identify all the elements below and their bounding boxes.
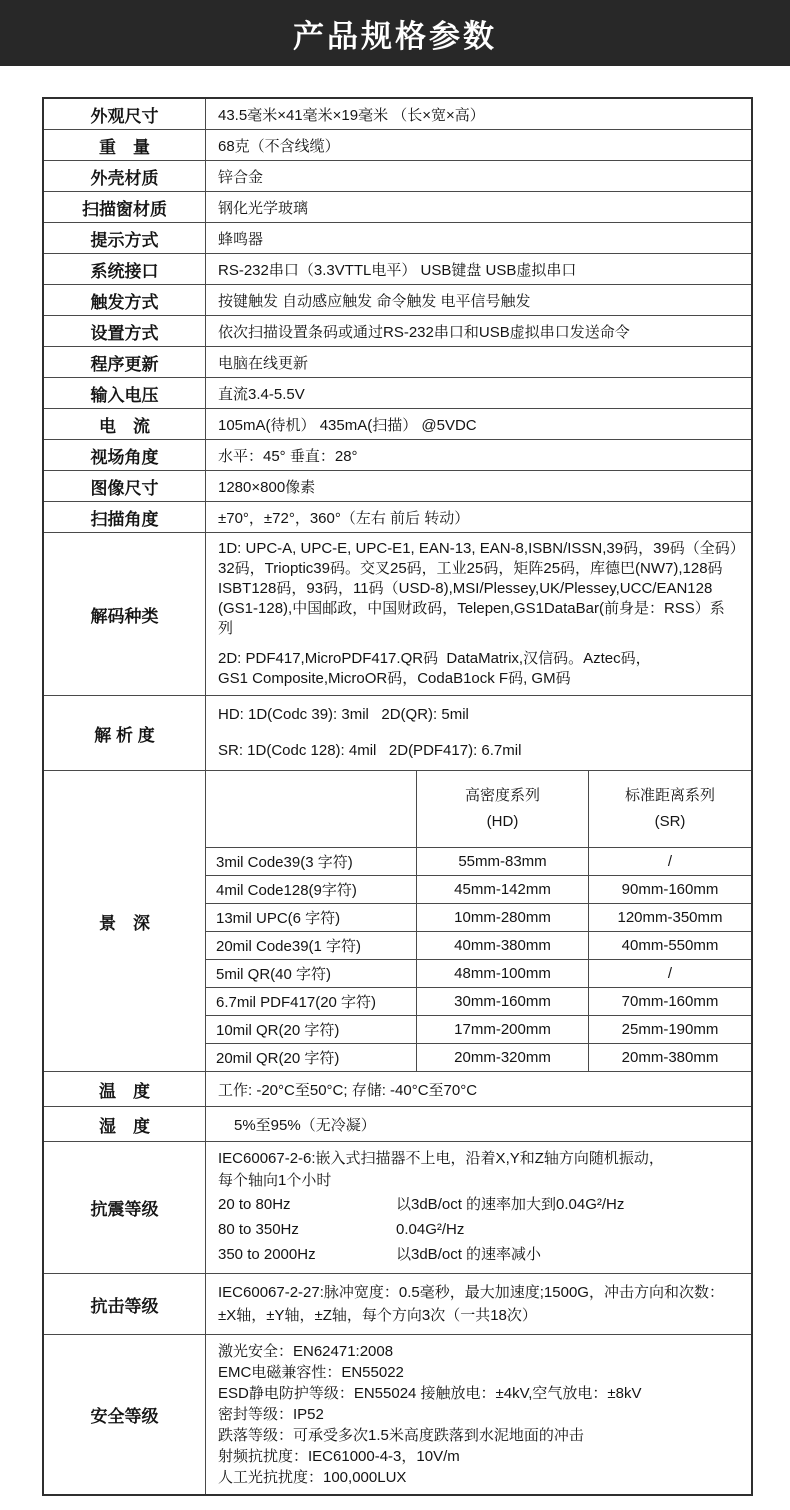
dof-row: 13mil UPC(6 字符) 10mm-280mm 120mm-350mm [206,903,751,931]
spec-label: 扫描角度 [44,502,206,532]
decode-types-content [206,533,751,695]
spec-label: 解码种类 [44,533,206,695]
spec-label: 安全等级 [44,1335,206,1494]
table-row-current [44,408,751,439]
spec-label: 湿 度 [44,1107,206,1141]
spec-label: 提示方式 [44,223,206,253]
decode-1d-paragraph: 1D: UPC-A, UPC-E, UPC-E1, EAN-13, EAN-8,ISBN/ISSN,39码，39码（全码） 32码，Trioptic39码。交叉25码，工业25码，矩阵25码，库德巴(NW7),128码 ISBT128码，93码，11码（USD-8),MSI/Plessey,UK/Plessey,UCC/EAN128 (GS1-128),中国邮政，中国财政码，Telepen,GS1DataBar(前身是：RSS）系列 [218,540,745,637]
spec-label: 系统接口 [44,254,206,284]
dof-row: 20mil Code39(1 字符) 40mm-380mm 40mm-550mm [206,931,751,959]
shock-content: IEC60067-2-27:脉冲宽度：0.5毫秒，最大加速度;1500G，冲击方向和次数： ±X轴，±Y轴，±Z轴，每个方向3次（一共18次） [218,1284,724,1324]
dof-row: 3mil Code39(3 字符) 55mm-83mm / [206,847,751,875]
table-row-vibration [44,1141,751,1273]
page-title: 产品规格参数 [293,18,497,54]
spec-value: 直流3.4-5.5V [218,385,305,403]
dof-header-hd: 高密度系列 (HD) [417,771,589,847]
vibration-content: IEC60067-2-6:嵌入式扫描器不上电，沿着X,Y和Z轴方向随机振动， 每个轴向1个小时 20 to 80Hz 以3dB/oct 的速率加大到0.04G²/Hz 80 to 350Hz 0.04G²/Hz 350 to 2000Hz 以3dB/oct 的速率减小 [206,1142,751,1273]
table-row-config-mode [44,315,751,346]
spec-label: 视场角度 [44,440,206,470]
spec-value: 锌合金 [218,168,264,186]
spec-label: 抗击等级 [44,1274,206,1334]
spec-value: 钢化光学玻璃 [218,199,309,217]
dof-header-row [206,771,751,847]
table-row-input-voltage [44,377,751,408]
table-row-resolution [44,695,751,770]
table-row-indicator [44,222,751,253]
table-row-weight [44,129,751,160]
spec-value: 43.5毫米×41毫米×19毫米 （长×宽×高） [218,106,485,124]
dof-row: 6.7mil PDF417(20 字符) 30mm-160mm 70mm-160mm [206,987,751,1015]
spec-label: 触发方式 [44,285,206,315]
dof-row: 4mil Code128(9字符) 45mm-142mm 90mm-160mm [206,875,751,903]
spec-table [42,97,753,1496]
spec-value: RS-232串口（3.3VTTL电平） USB键盘 USB虚拟串口 [218,261,577,279]
dof-row: 20mil QR(20 字符) 20mm-320mm 20mm-380mm [206,1043,751,1071]
spec-value: 蜂鸣器 [218,230,264,248]
vibration-freq-row: 80 to 350Hz 0.04G²/Hz [218,1221,465,1238]
table-row-decode-types [44,532,751,695]
table-row-temperature [44,1071,751,1106]
dof-subtable [206,771,751,1071]
spec-label: 图像尺寸 [44,471,206,501]
table-row-image-size [44,470,751,501]
spec-label: 外观尺寸 [44,99,206,129]
table-row-interface [44,253,751,284]
spec-label: 扫描窗材质 [44,192,206,222]
spec-value: 工作: -20°C至50°C; 存储: -40°C至70°C [218,1081,478,1099]
table-row-housing-material [44,160,751,191]
table-row-safety [44,1334,751,1494]
dof-header-sr: 标准距离系列 (SR) [624,787,715,830]
spec-value: 5%至95%（无冷凝） [234,1116,376,1134]
dof-row: 5mil QR(40 字符) 48mm-100mm / [206,959,751,987]
spec-value: 水平：45° 垂直：28° [218,447,358,465]
table-row-dimensions [44,99,751,129]
spec-value: 105mA(待机） 435mA(扫描） @5VDC [218,416,477,434]
table-row-window-material [44,191,751,222]
spec-label: 程序更新 [44,347,206,377]
spec-value: ±70°，±72°，360°（左右 前后 转动） [218,509,470,527]
spec-label: 解 析 度 [44,696,206,770]
resolution-content: HD: 1D(Codc 39): 3mil 2D(QR): 5mil SR: 1D(Codc 128): 4mil 2D(PDF417): 6.7mil [218,706,522,759]
table-row-shock [44,1273,751,1334]
table-row-humidity [44,1106,751,1141]
vibration-freq-row: 350 to 2000Hz 以3dB/oct 的速率减小 [218,1246,542,1263]
table-row-field-of-view [44,439,751,470]
spec-label: 重 量 [44,130,206,160]
table-row-trigger-mode [44,284,751,315]
spec-label: 外壳材质 [44,161,206,191]
spec-value: 电脑在线更新 [218,354,309,372]
dof-row: 10mil QR(20 字符) 17mm-200mm 25mm-190mm [206,1015,751,1043]
safety-content: 激光安全：EN62471:2008 EMC电磁兼容性：EN55022 ESD静电防护等级：EN55024 接触放电：±4kV,空气放电：±8kV 密封等级：IP52 跌落等级：可承受多次1.5米高度跌落到水泥地面的冲击 射频抗扰度：IEC61000-4-3，10V/m 人工光抗扰度：100,000LUX [218,1343,642,1486]
table-row-scan-angle [44,501,751,532]
spec-value: 依次扫描设置条码或通过RS-232串口和USB虚拟串口发送命令 [218,323,630,341]
spec-value: 68克（不含线缆） [218,137,340,155]
vibration-freq-row: 20 to 80Hz 以3dB/oct 的速率加大到0.04G²/Hz [218,1196,625,1213]
spec-label: 景 深 [44,771,206,1071]
table-row-depth-of-field [44,770,751,1071]
spec-label: 温 度 [44,1072,206,1106]
page-header [0,0,790,66]
spec-label: 抗震等级 [44,1142,206,1273]
spec-label: 设置方式 [44,316,206,346]
spec-label: 输入电压 [44,378,206,408]
decode-2d-paragraph: 2D: PDF417,MicroPDF417.QR码 DataMatrix,汉信码。Aztec码， GS1 Composite,MicroOR码，CodaB1ock F码, GM码 [218,650,651,687]
spec-value: 1280×800像素 [218,478,316,496]
dof-header-code [206,771,417,847]
spec-label: 电 流 [44,409,206,439]
spec-value: 按键触发 自动感应触发 命令触发 电平信号触发 [218,292,531,310]
table-row-firmware-update [44,346,751,377]
